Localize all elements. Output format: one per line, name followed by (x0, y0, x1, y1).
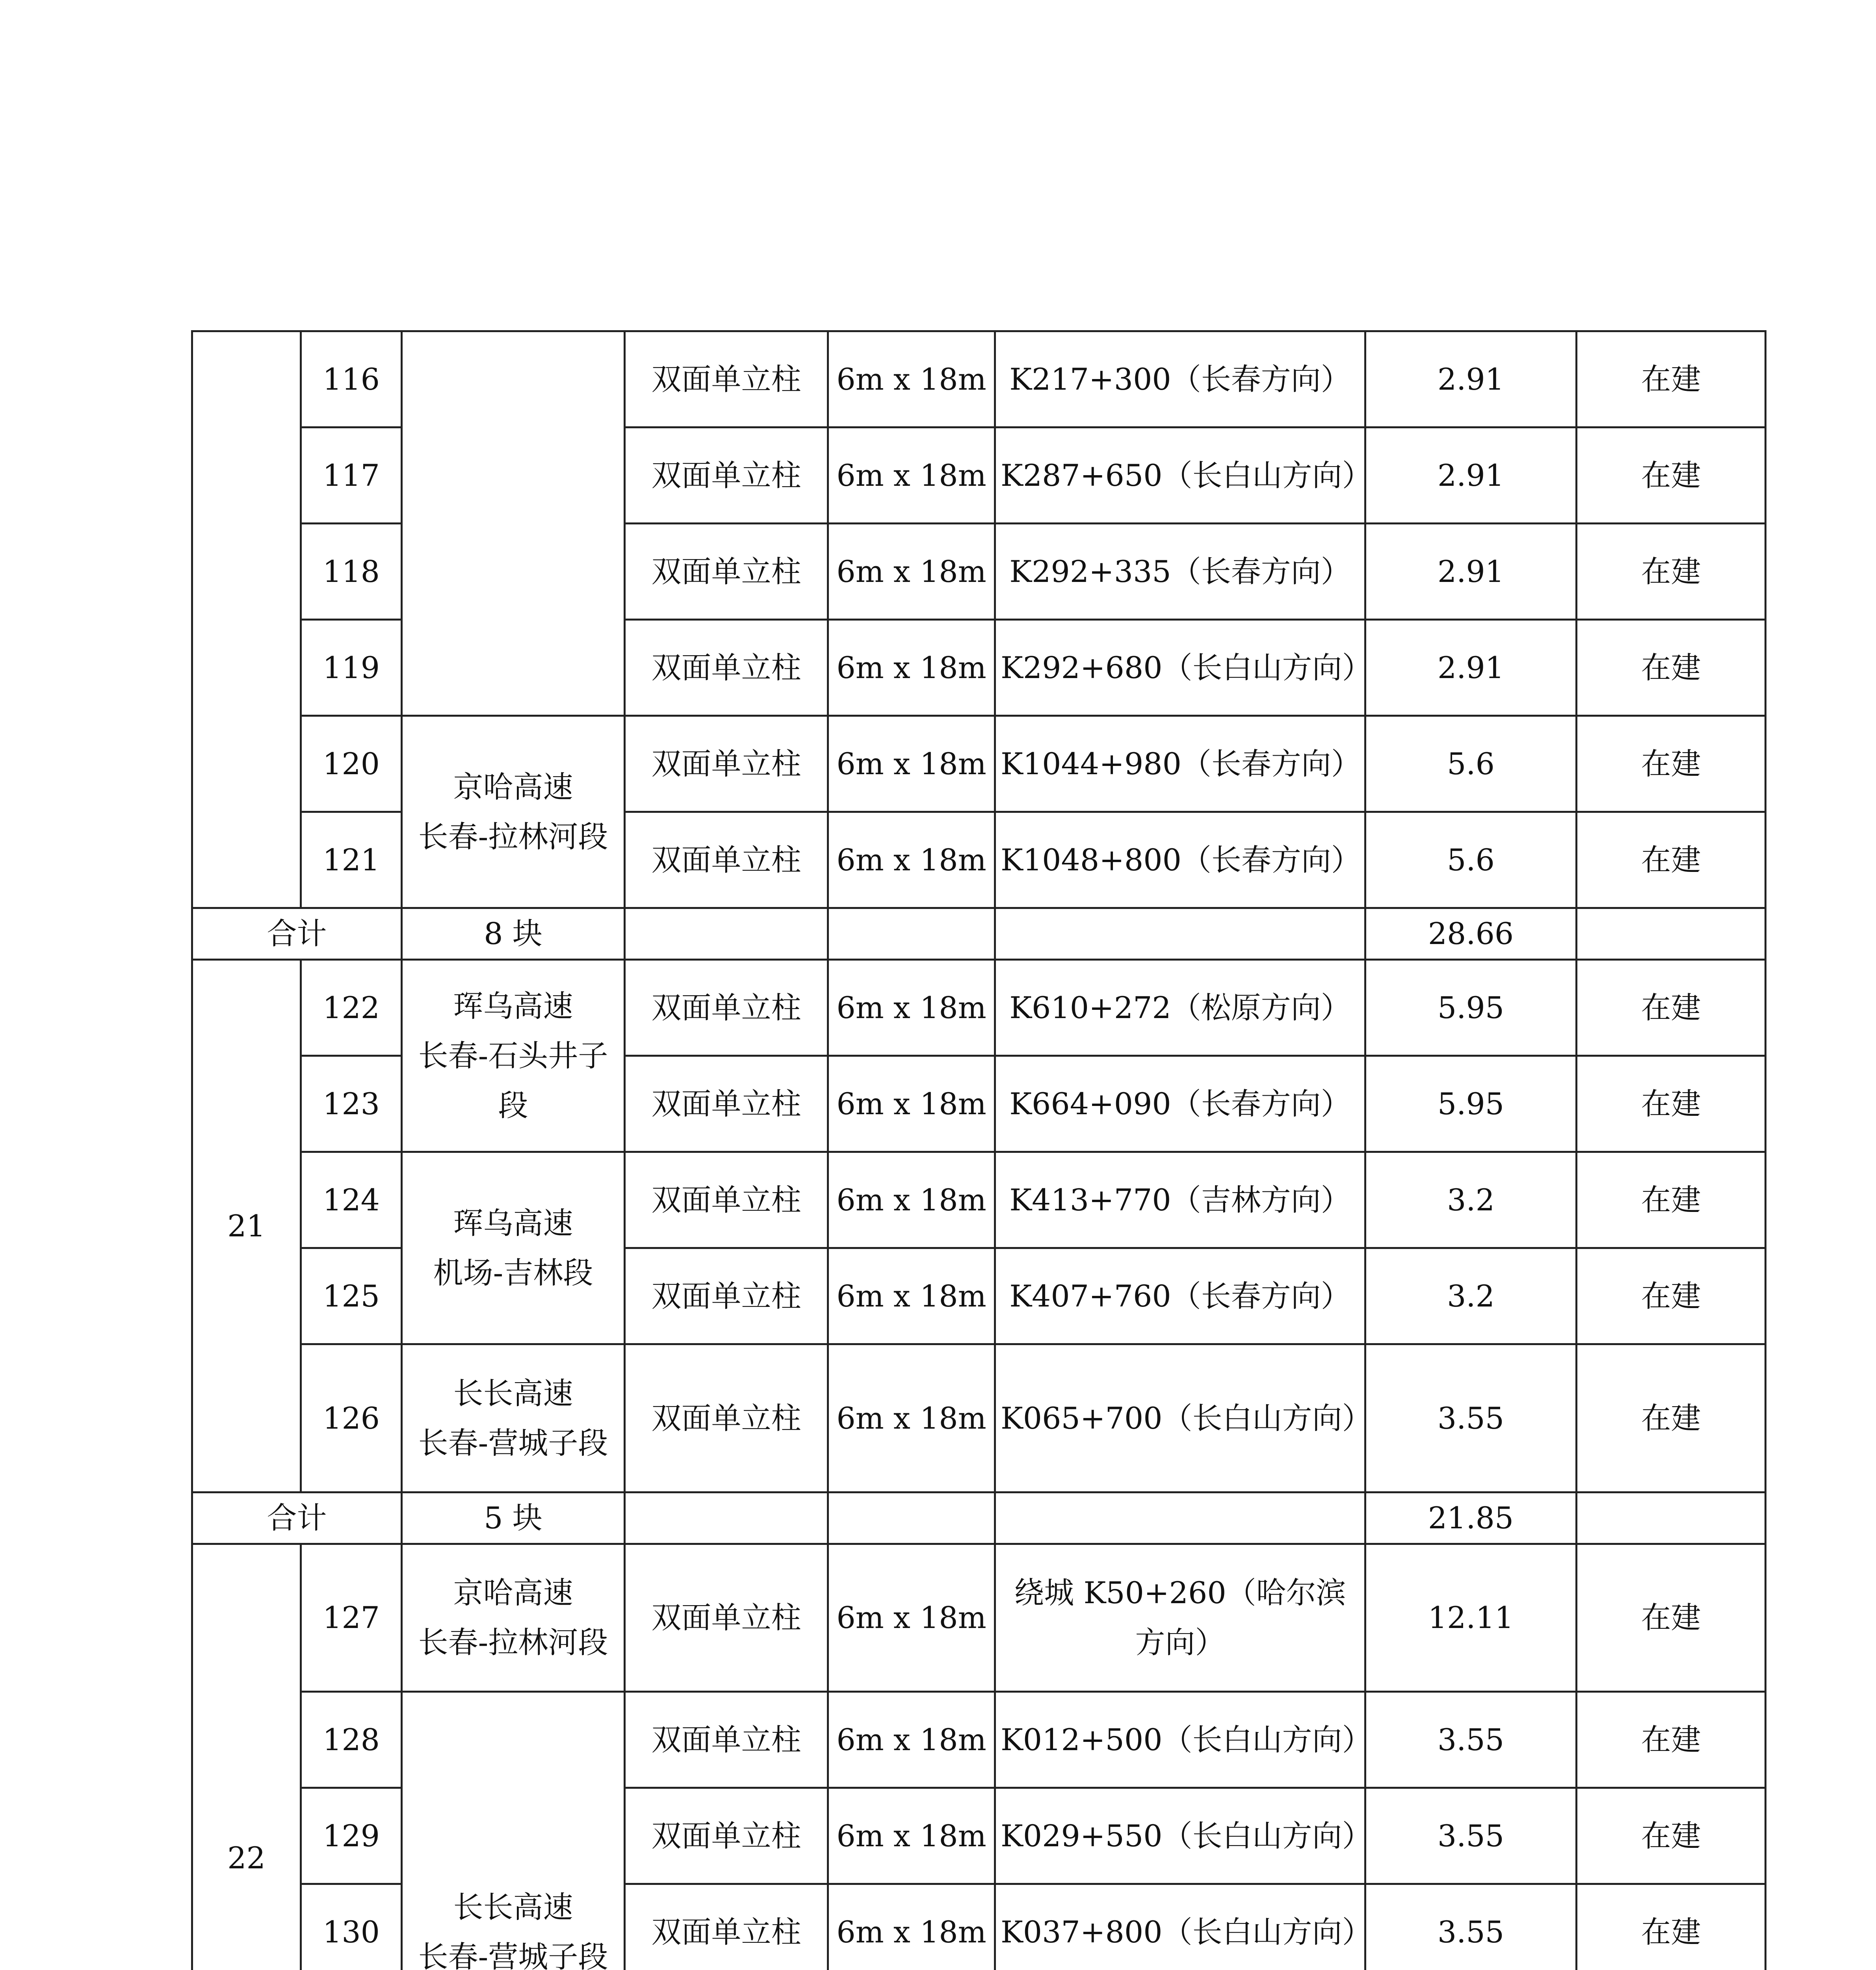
serial-number: 125 (301, 1248, 402, 1344)
empty-cell (1577, 1492, 1766, 1544)
serial-number: 120 (301, 716, 402, 812)
location-cell: 京哈高速 长春-拉林河段 (402, 1544, 625, 1692)
area-value: 3.2 (1365, 1152, 1577, 1248)
stake-number: K610+272（松原方向） (995, 960, 1365, 1056)
serial-number: 117 (301, 427, 402, 524)
billboard-type: 双面单立柱 (625, 1248, 828, 1344)
billboard-size: 6m x 18m (828, 1544, 995, 1692)
table-row (192, 960, 1766, 1056)
billboard-type: 双面单立柱 (625, 1692, 828, 1788)
serial-number: 123 (301, 1056, 402, 1152)
serial-number: 129 (301, 1788, 402, 1884)
stake-number: K407+760（长春方向） (995, 1248, 1365, 1344)
table-row (192, 1692, 1766, 1788)
area-value: 3.55 (1365, 1788, 1577, 1884)
billboard-size: 6m x 18m (828, 716, 995, 812)
stake-number: K012+500（长白山方向） (995, 1692, 1365, 1788)
subtotal-count: 5 块 (402, 1492, 625, 1544)
billboard-type: 双面单立柱 (625, 524, 828, 620)
billboard-type: 双面单立柱 (625, 427, 828, 524)
group-number-cell: 21 (192, 960, 301, 1492)
table-row (192, 1152, 1766, 1248)
stake-number: K287+650（长白山方向） (995, 427, 1365, 524)
table-row (192, 716, 1766, 812)
billboard-size: 6m x 18m (828, 1788, 995, 1884)
stake-number: K1044+980（长春方向） (995, 716, 1365, 812)
stake-number: K1048+800（长春方向） (995, 812, 1365, 908)
empty-cell (828, 1492, 995, 1544)
area-value: 5.95 (1365, 1056, 1577, 1152)
area-value: 2.91 (1365, 427, 1577, 524)
serial-number: 116 (301, 331, 402, 427)
location-cell (402, 331, 625, 716)
area-value: 3.55 (1365, 1884, 1577, 1970)
empty-cell (625, 908, 828, 960)
area-value: 2.91 (1365, 620, 1577, 716)
serial-number: 128 (301, 1692, 402, 1788)
billboard-type: 双面单立柱 (625, 1344, 828, 1492)
stake-number: K292+335（长春方向） (995, 524, 1365, 620)
status-value: 在建 (1577, 331, 1766, 427)
location-cell: 珲乌高速 机场-吉林段 (402, 1152, 625, 1344)
stake-number: K029+550（长白山方向） (995, 1788, 1365, 1884)
billboard-type: 双面单立柱 (625, 1056, 828, 1152)
billboard-size: 6m x 18m (828, 620, 995, 716)
serial-number: 124 (301, 1152, 402, 1248)
group-number-cell: 22 (192, 1544, 301, 1970)
subtotal-row (192, 908, 1766, 960)
status-value: 在建 (1577, 1152, 1766, 1248)
location-cell: 长长高速 长春-营城子段 (402, 1692, 625, 1970)
stake-number: K413+770（吉林方向） (995, 1152, 1365, 1248)
serial-number: 121 (301, 812, 402, 908)
status-value: 在建 (1577, 620, 1766, 716)
serial-number: 127 (301, 1544, 402, 1692)
subtotal-count: 8 块 (402, 908, 625, 960)
billboard-type: 双面单立柱 (625, 331, 828, 427)
serial-number: 119 (301, 620, 402, 716)
billboard-size: 6m x 18m (828, 1884, 995, 1970)
status-value: 在建 (1577, 1884, 1766, 1970)
billboard-size: 6m x 18m (828, 427, 995, 524)
table-row (192, 1344, 1766, 1492)
area-value: 3.2 (1365, 1248, 1577, 1344)
area-value: 5.6 (1365, 716, 1577, 812)
table-row (192, 1544, 1766, 1692)
billboard-type: 双面单立柱 (625, 1544, 828, 1692)
area-value: 2.91 (1365, 524, 1577, 620)
empty-cell (828, 908, 995, 960)
billboard-size: 6m x 18m (828, 331, 995, 427)
table-row (192, 331, 1766, 427)
status-value: 在建 (1577, 1056, 1766, 1152)
subtotal-area: 28.66 (1365, 908, 1577, 960)
billboard-type: 双面单立柱 (625, 716, 828, 812)
billboard-size: 6m x 18m (828, 812, 995, 908)
area-value: 3.55 (1365, 1344, 1577, 1492)
status-value: 在建 (1577, 427, 1766, 524)
billboard-type: 双面单立柱 (625, 1788, 828, 1884)
status-value: 在建 (1577, 716, 1766, 812)
billboard-size: 6m x 18m (828, 1152, 995, 1248)
serial-number: 130 (301, 1884, 402, 1970)
location-cell: 珲乌高速 长春-石头井子段 (402, 960, 625, 1152)
billboard-size: 6m x 18m (828, 1056, 995, 1152)
status-value: 在建 (1577, 960, 1766, 1056)
status-value: 在建 (1577, 1344, 1766, 1492)
subtotal-label: 合计 (192, 908, 402, 960)
status-value: 在建 (1577, 1788, 1766, 1884)
empty-cell (1577, 908, 1766, 960)
stake-number: K292+680（长白山方向） (995, 620, 1365, 716)
billboard-type: 双面单立柱 (625, 812, 828, 908)
serial-number: 126 (301, 1344, 402, 1492)
stake-number: K065+700（长白山方向） (995, 1344, 1365, 1492)
billboard-type: 双面单立柱 (625, 1884, 828, 1970)
subtotal-area: 21.85 (1365, 1492, 1577, 1544)
status-value: 在建 (1577, 1248, 1766, 1344)
empty-cell (995, 1492, 1365, 1544)
area-value: 12.11 (1365, 1544, 1577, 1692)
empty-cell (625, 1492, 828, 1544)
billboard-size: 6m x 18m (828, 524, 995, 620)
status-value: 在建 (1577, 1692, 1766, 1788)
billboard-type: 双面单立柱 (625, 1152, 828, 1248)
status-value: 在建 (1577, 812, 1766, 908)
group-number-cell (192, 331, 301, 908)
area-value: 5.6 (1365, 812, 1577, 908)
billboard-table (191, 330, 1766, 1970)
stake-number: K037+800（长白山方向） (995, 1884, 1365, 1970)
serial-number: 118 (301, 524, 402, 620)
area-value: 2.91 (1365, 331, 1577, 427)
subtotal-label: 合计 (192, 1492, 402, 1544)
billboard-type: 双面单立柱 (625, 960, 828, 1056)
area-value: 3.55 (1365, 1692, 1577, 1788)
billboard-size: 6m x 18m (828, 1344, 995, 1492)
stake-number: K217+300（长春方向） (995, 331, 1365, 427)
status-value: 在建 (1577, 524, 1766, 620)
status-value: 在建 (1577, 1544, 1766, 1692)
subtotal-row (192, 1492, 1766, 1544)
location-cell: 长长高速 长春-营城子段 (402, 1344, 625, 1492)
stake-number: 绕城 K50+260（哈尔滨方向） (995, 1544, 1365, 1692)
empty-cell (995, 908, 1365, 960)
stake-number: K664+090（长春方向） (995, 1056, 1365, 1152)
area-value: 5.95 (1365, 960, 1577, 1056)
billboard-type: 双面单立柱 (625, 620, 828, 716)
billboard-size: 6m x 18m (828, 1692, 995, 1788)
billboard-size: 6m x 18m (828, 960, 995, 1056)
location-cell: 京哈高速 长春-拉林河段 (402, 716, 625, 908)
billboard-size: 6m x 18m (828, 1248, 995, 1344)
serial-number: 122 (301, 960, 402, 1056)
